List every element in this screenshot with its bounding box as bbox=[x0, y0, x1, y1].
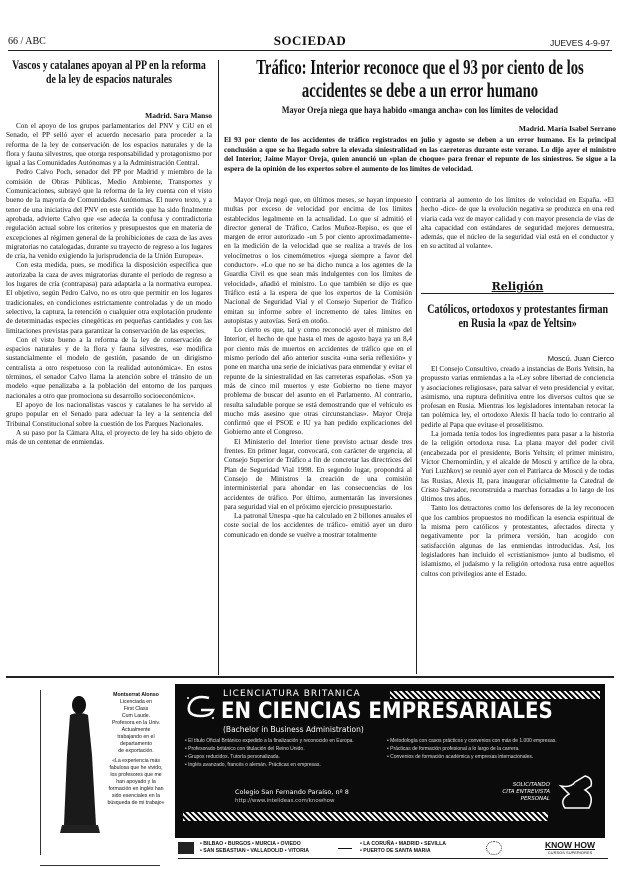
testimonial-line: Profesora en la Univ. bbox=[111, 720, 161, 726]
paragraph: contraria al aumento de los límites de velocidad en España. «El hecho -dice- de que la evolución negativa se produzca en una red viaria cada vez de mayor calidad y con mayor presencia de vías de alta capacidad con estándares de seguridad mejores demuestra, además, que el núcleo de la seguridad vial está en el conductor y en su actitud al volante». bbox=[421, 196, 614, 251]
advert-bullets-left bbox=[185, 738, 380, 770]
divider bbox=[338, 848, 352, 849]
university-crest-icon bbox=[178, 842, 194, 854]
header-rule bbox=[8, 50, 612, 51]
section-rule bbox=[421, 293, 614, 294]
main-subheadline: Mayor Oreja niega que haya habido «manga ancha» con los límites de velocidad bbox=[281, 106, 558, 116]
paragraph: Pedro Calvo Poch, senador del PP por Madrid y miembro de la comisión de Obras Públicas, Medio Ambiente, Transportes y Comunicaciones, subrayó que la reforma de la ley cuenta con el visto bueno de la mayoría de Comunidades Autónomas. El nuevo texto, y a tenor de una iniciativa del PNV en este sentido que ha sido finalmente aprobada, advierte Calvo que «se adecúa la confusa y contradictoria regulación actual sobre los criterios y presupuestos que en materia de excepciones al régimen general de la prohibiciones de caza de las aves migratorias no catalogadas, durante su trayecto de regreso a los lugares de cría, ha venido exigiendo la jurisprudencia de la Unión Europea». bbox=[6, 168, 212, 261]
advert-border bbox=[40, 690, 41, 855]
testimonial-text bbox=[106, 692, 166, 807]
cities-line: • PUERTO DE SANTA MARIA bbox=[360, 848, 431, 854]
religion-headline: Católicos, ortodoxos y protestantes firman en Rusia la «paz de Yeltsin» bbox=[427, 301, 609, 331]
advert-bullet: • Convenios de formación académica y empresas internacionales. bbox=[387, 754, 534, 760]
griffin-logo-icon bbox=[183, 692, 217, 722]
testimonial-line: First Class bbox=[123, 706, 149, 712]
testimonial-line: de exportación. bbox=[118, 748, 154, 754]
paragraph: Mayor Oreja negó que, en últimos meses, se hayan impuesto multas por exceso de velocidad por encima de los límites establecidos legalmente en la actualidad. Lo que sí admitió el director general de Tráfico, Carlos Muñoz-Repiso, es que el margen de error autorizado -un 5 por ciento aproximadamente- en la medición de la velocidad que se realiza a través de los velocímetros o los cinemómetros «juega siempre a favor del conductor». «Lo que no se ha dicho nunca a los agentes de la Guardia Civil es que sean más indulgentes con los límites de velocidad», añadió el ministro. Lo que también se dijo es que Tráfico está a la espera de que los expertos de la Comisión Nacional de Seguridad Vial y el Consejo Superior de Tráfico emitan su informe sobre el incremento de tales límites en autopistas y autovías. Será en otoño. bbox=[224, 196, 412, 325]
column-divider bbox=[218, 60, 219, 675]
paragraph: El Consejo Consultivo, creado a instancias de Boris Yeltsin, ha propuesto varias enmiendas a la «Ley sobre libertad de conciencia y asociaciones religiosas», para salvar el veto presidencial y evitar, asimismo, una ruptura definitiva entre los diversos cultos que se profesan en Rusia. Mientras los legisladores intentaban retocar la tan polémica ley, el ortodoxo Alexis II hacía todo lo contrario al pedirle al Papa que evitase el proselitismo. bbox=[421, 365, 614, 429]
testimonial-line: Licenciada en bbox=[119, 699, 152, 705]
cities-line: • SAN SEBASTIAN • VALLADOLID • VITORIA bbox=[200, 848, 310, 854]
griffin-illustration-icon bbox=[555, 772, 599, 812]
main-article-column-2 bbox=[421, 196, 614, 271]
advert-bullet: • El título Oficial Británico expedido a la finalización y reconocido en Europa. bbox=[185, 738, 354, 744]
advert-bullet: • Prácticas de formación profesional a lo largo de la carrera. bbox=[387, 746, 520, 752]
testimonial-photo bbox=[58, 695, 100, 835]
paragraph: Tanto los detractores como los defensores de la ley reconocen que los cambios propuestos no modifican la esencia espiritual de la misma pero católicos y protestantes, afectados directa y negativamente por la primera versión, han acogido con satisfacción algunas de las enmiendas introducidas. Así, los legisladores han incluido el «cristianismo» junto al budismo, el islamismo, el judaísmo y la religión ortodoxa rusa entre aquellos cultos con privilegios ante el Estado. bbox=[421, 504, 614, 578]
brand-name: KNOW HOW bbox=[545, 840, 596, 850]
advert-address: Colegio San Fernando Paraíso, nº 8 bbox=[235, 788, 349, 796]
left-byline: Madrid. Sara Manso bbox=[145, 111, 212, 120]
testimonial-line: trabajando en el bbox=[117, 734, 155, 740]
testimonial-line: Actualmente bbox=[121, 727, 151, 733]
religion-article-body bbox=[421, 365, 614, 675]
cta-line: CITA ENTREVISTA bbox=[502, 789, 550, 795]
paragraph: El apoyo de los nacionalistas vascos y catalanes le ha servido al grupo popular en el Senado para adecuar la ley a la sentencia del Tribunal Constitucional sobre la cuestión de los Parques Nacionales. bbox=[6, 400, 212, 428]
paragraph: La jornada tenía todos los ingredientes para pasar a la historia de la religión ortodoxa rusa. La plana mayor del poder civil (encabezada por el presidente, Boris Yeltsin; el primer ministro, Víctor Chernomirdin, y el alcalde de Moscú y artífice de la obra, Yuri Luzhkov) se reunió ayer con el Patriarca de Moscú y de todas las Rusias, Alexis II, para inaugurar oficialmente la Catedral de Cristo Salvador, reconstruida a marchas forzadas a lo largo de los últimos tres años. bbox=[421, 430, 614, 504]
advert-bullet: • Inglés avanzado, francés o alemán. Prácticas en empresas. bbox=[185, 762, 321, 768]
cta-line: PERSONAL bbox=[520, 796, 550, 802]
brand-sub: CURSOS SUPERIORES bbox=[547, 850, 593, 855]
advert-border bbox=[40, 865, 160, 866]
advert-subtitle: (Bachelor in Business Administration) bbox=[223, 725, 364, 734]
page-number: 66 / ABC bbox=[8, 36, 46, 47]
advert-cities-right bbox=[360, 841, 446, 855]
advert-bullet: • Metodología con casos prácticos y convenios con más de 1.000 empresas. bbox=[387, 738, 557, 744]
advert-title: EN CIENCIAS EMPRESARIALES bbox=[221, 699, 553, 724]
emblem-icon bbox=[486, 841, 502, 855]
advert-bullet: • Profesorado británico con titulación del Reino Unido. bbox=[185, 746, 305, 752]
main-lead: El 93 por ciento de los accidentes de tráfico registrados en julio y agosto se deben a un error humano. Es la principal conclusión a que se ha llegado sobre la elevada siniestralidad en las carreteras durante este verano. Lo dijo ayer el ministro del Interior, Jaime Mayor Oreja, quien anunció un «plan de choque» para frenar el repunte de los siniestros. Se sigue a la espera de la opinión de los expertos sobre el aumento de los límites de velocidad. bbox=[224, 135, 616, 173]
advert-banner bbox=[175, 684, 605, 838]
left-headline: Vascos y catalanes apoyan al PP en la reforma de la ley de espacios naturales bbox=[12, 57, 206, 87]
cta-line: SOLICITANDO bbox=[512, 782, 550, 788]
main-article-column-1 bbox=[224, 196, 412, 674]
paragraph: El Ministerio del Interior tiene previsto actuar desde tres frentes. En primer lugar, convocará, con carácter de urgencia, al Consejo Superior de Tráfico a fin de concretar las directrices del Plan de Seguridad Vial 1998. En segundo lugar, propondrá al Consejo de Ministros la creación de una comisión interministerial para ahondar en las consecuencias de los accidentes de tráfico. Por último, aumentarán las inversiones para seguridad vial en el próximo ejercicio presupuestario. bbox=[224, 437, 412, 511]
advert-url[interactable]: http://www.intelideas.com/knowhow bbox=[235, 798, 335, 804]
testimonial-quote: «La experiencia más fabulosa que he vivido, los profesores que me han apoyado y la formación en inglés han sido esenciales en la búsqueda de mi trabajo» bbox=[107, 758, 165, 806]
advert-bottom-rule bbox=[178, 858, 608, 859]
advert-pattern bbox=[183, 812, 548, 821]
know-how-logo bbox=[545, 840, 595, 855]
paragraph: La patronal Unespa -que ha calculado en 2 billones anuales el coste social de los accidentes de tráfico- emitió ayer un duro comunicado en donde se vuelve a mostrar totalmente bbox=[224, 512, 412, 539]
column-divider bbox=[416, 196, 417, 674]
testimonial-line: Cum Laude. bbox=[121, 713, 151, 719]
paragraph: Con el apoyo de los grupos parlamentarios del PNV y CiU en el Senado, el PP selló ayer el acuerdo necesario para proceder a la reforma de la ley de conservación de los espacios naturales y de la flora y fauna silvestres, que otorga responsabilidad y protagonismo por igual a las Comunidades Autónomas y a la Administración Central. bbox=[6, 122, 212, 168]
advert-top-rule bbox=[6, 676, 614, 678]
section-title: SOCIEDAD bbox=[273, 33, 347, 48]
religion-byline: Moscú. Juan Cierco bbox=[547, 354, 614, 363]
testimonial-name: Montserrat Alonso bbox=[113, 692, 159, 698]
paragraph: Con esta medida, pues, se modifica la disposición específica que autorizaba la caza de aves migratorias durante el período de regreso a los lugares de cría (contrapasa) para adaptarla a la normativa europea. El objetivo, según Pedro Calvo, no es otro que permitir en los lugares tradicionales, en condiciones estrictamente controladas y de un modo selectivo, la captura, la retención o cualquier otra explotación prudente de determinadas especies cinegéticas en pequeñas cantidades y con las limitaciones previstas para garantizar la conservación de las especies. bbox=[6, 261, 212, 335]
paragraph: Lo cierto es que, tal y como reconoció ayer el ministro del Interior, el hecho de que hasta el mes de agosto haya ya un 8,4 por ciento más de muertos en accidentes de tráfico que en el mismo período del año anterior suscita «una seria reflexión» y pone en marcha una serie de iniciativas para enmendar y evitar el repunte de la siniestralidad en las carreteras españolas. «Son ya más de cinco mil muertos y este Gobierno no tiene mayor problema de buscar del asunto en el Parlamento. Al contrario, resulta saludable porque se está demostrando que el vehículo es mucho más asesino que otras circunstancias». Mayor Oreja confirmó que el PSOE e IU ya han pedido explicaciones del Gobierno ante el Congreso. bbox=[224, 326, 412, 437]
paragraph: A su paso por la Cámara Alta, el proyecto de ley ha sido objeto de más de un centenar de enmiendas. bbox=[6, 428, 212, 447]
advert-kicker: LICENCIATURA BRITANICA bbox=[223, 689, 361, 699]
advert-bullets-right bbox=[387, 738, 599, 762]
issue-date: JUEVES 4-9-97 bbox=[550, 38, 610, 48]
left-article-body bbox=[6, 122, 212, 667]
main-headline: Tráfico: Interior reconoce que el 93 por ciento de los accidentes se debe a un error humano bbox=[256, 55, 584, 102]
testimonial-line: departamento bbox=[119, 741, 152, 747]
advert-cta bbox=[470, 782, 550, 803]
advert-pattern bbox=[390, 691, 600, 699]
cities-line: • LA CORUÑA • MADRID • SEVILLA bbox=[360, 841, 447, 847]
paragraph: Con el visto bueno a la reforma de la ley de conservación de espacios naturales y de la flora y fauna silvestres, «se modifica sustancialmente el modelo de gestión, pasando de un dirigismo centralista a otro respetuoso con la realidad autonómica». En estos términos, el senador Calvo llama la atención sobre el tránsito de un modelo «que penalizaba a la población del entorno de los parques nacionales a otro que promociona su desarrollo socioeconómico». bbox=[6, 335, 212, 400]
advert-bullet: • Grupos reducidos. Tutoría personalizada. bbox=[185, 754, 280, 760]
religion-section-label bbox=[421, 280, 614, 293]
religion-label-text: Religión bbox=[488, 280, 548, 293]
advert-cities-left bbox=[200, 841, 309, 855]
cities-line: • BILBAO • BURGOS • MURCIA • OVIEDO bbox=[200, 841, 301, 847]
main-byline: Madrid. María Isabel Serrano bbox=[518, 124, 616, 133]
